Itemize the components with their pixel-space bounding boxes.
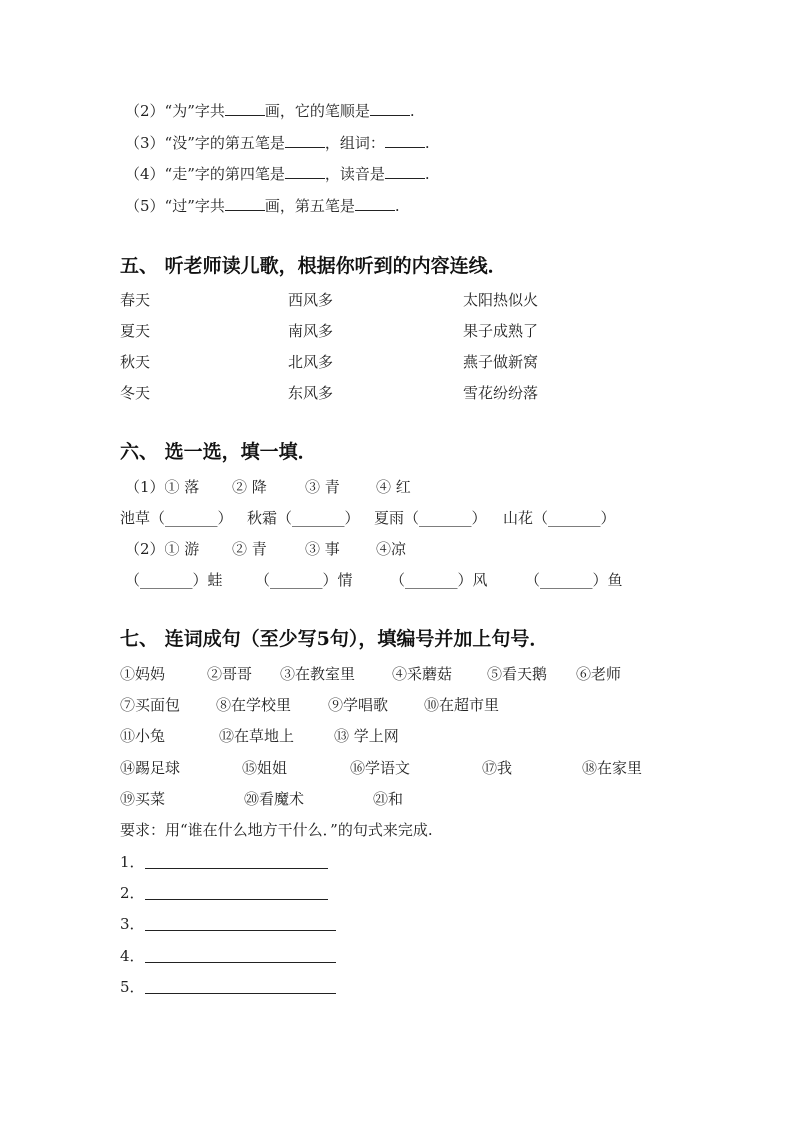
answer-line[interactable] <box>145 898 328 900</box>
season-item[interactable]: 秋天 <box>120 353 151 371</box>
fill-item[interactable]: 秋霜（_______） <box>247 509 360 527</box>
section-7-title: 七、 连词成句（至少写5句），填编号并加上句号． <box>120 628 549 650</box>
word-item: ⑥老师 <box>576 665 622 683</box>
word-item: ⑨学唱歌 <box>328 696 389 714</box>
option-item: ② 青 <box>232 540 267 558</box>
question-text: ，读音是 <box>324 165 385 183</box>
scene-item[interactable]: 燕子做新窝 <box>463 353 539 371</box>
fill-item[interactable]: 山花（_______） <box>503 509 616 527</box>
word-item: ㉑和 <box>373 790 404 808</box>
option-item: ④ 红 <box>376 478 411 496</box>
scene-item[interactable]: 雪花纷纷落 <box>463 384 539 402</box>
question-text: . <box>424 165 430 183</box>
word-item: ⑳看魔术 <box>244 790 305 808</box>
option-item: ③ 青 <box>305 478 340 496</box>
word-item: ④采蘑菇 <box>392 665 453 683</box>
word-item: ⑧在学校里 <box>216 696 292 714</box>
scene-item[interactable]: 太阳热似火 <box>463 291 539 309</box>
question-4-2 <box>125 101 415 121</box>
section-6-title: 六、 选一选，填一填． <box>120 441 317 463</box>
word-item: ⑯学语文 <box>350 759 411 777</box>
fill-item[interactable]: 夏雨（_______） <box>374 509 487 527</box>
scene-item[interactable]: 果子成熟了 <box>463 322 539 340</box>
option-item: ② 降 <box>232 478 267 496</box>
word-item: ③在教室里 <box>280 665 356 683</box>
season-item[interactable]: 春天 <box>120 291 151 309</box>
answer-number: 2． <box>120 884 145 902</box>
question-text: . <box>409 102 415 120</box>
question-text: （4）“走”字的第四笔是 <box>125 165 285 183</box>
fill-item[interactable]: （_______）蛙 <box>125 571 223 589</box>
fill-item[interactable]: （_______）情 <box>255 571 353 589</box>
requirement-text: 要求：用“谁在什么地方干什么．”的句式来完成. <box>120 821 433 839</box>
season-item[interactable]: 夏天 <box>120 322 151 340</box>
answer-number: 5． <box>120 978 145 996</box>
word-item: ⑲买菜 <box>120 790 166 808</box>
word-item: ⑩在超市里 <box>424 696 500 714</box>
option-item: ③ 事 <box>305 540 340 558</box>
answer-number: 3． <box>120 915 145 933</box>
answer-blank[interactable] <box>355 196 395 211</box>
fill-item[interactable]: 池草（_______） <box>120 509 233 527</box>
question-text: ，组词： <box>324 134 385 152</box>
word-item: ⑫在草地上 <box>219 727 295 745</box>
wind-item[interactable]: 北风多 <box>288 353 334 371</box>
wind-item[interactable]: 南风多 <box>288 322 334 340</box>
answer-line[interactable] <box>145 867 328 869</box>
answer-blank[interactable] <box>285 133 325 148</box>
answer-blank[interactable] <box>370 101 410 116</box>
word-item: ⑱在家里 <box>582 759 643 777</box>
question-4-4 <box>125 164 430 184</box>
word-item: ⑭踢足球 <box>120 759 181 777</box>
wind-item[interactable]: 东风多 <box>288 384 334 402</box>
question-4-3 <box>125 133 430 153</box>
word-item: ②哥哥 <box>207 665 253 683</box>
answer-line[interactable] <box>145 961 336 963</box>
answer-blank[interactable] <box>225 101 265 116</box>
word-item: ⑦买面包 <box>120 696 181 714</box>
answer-blank[interactable] <box>285 164 325 179</box>
question-text: . <box>424 134 430 152</box>
word-item: ⑮姐姐 <box>242 759 288 777</box>
answer-line[interactable] <box>145 929 336 931</box>
question-text: . <box>394 197 400 215</box>
question-text: （3）“没”字的第五笔是 <box>125 134 285 152</box>
word-item: ⑬ 学上网 <box>334 727 399 745</box>
word-item: ⑪小兔 <box>120 727 166 745</box>
word-item: ⑰我 <box>482 759 513 777</box>
answer-number: 1． <box>120 853 145 871</box>
question-text: （2）“为”字共 <box>125 102 225 120</box>
answer-blank[interactable] <box>385 133 425 148</box>
option-item: （2）① 游 <box>125 540 200 558</box>
word-item: ⑤看天鹅 <box>487 665 548 683</box>
question-text: （5）“过”字共 <box>125 197 225 215</box>
question-4-5 <box>125 196 400 216</box>
fill-item[interactable]: （_______）鱼 <box>525 571 623 589</box>
option-item: ④凉 <box>376 540 407 558</box>
answer-number: 4． <box>120 947 145 965</box>
wind-item[interactable]: 西风多 <box>288 291 334 309</box>
word-item: ①妈妈 <box>120 665 166 683</box>
answer-blank[interactable] <box>225 196 265 211</box>
answer-line[interactable] <box>145 992 336 994</box>
question-text: 画，第五笔是 <box>264 197 355 215</box>
season-item[interactable]: 冬天 <box>120 384 151 402</box>
fill-item[interactable]: （_______）风 <box>390 571 488 589</box>
answer-blank[interactable] <box>385 164 425 179</box>
option-item: （1）① 落 <box>125 478 200 496</box>
section-5-title: 五、 听老师读儿歌，根据你听到的内容连线． <box>120 255 507 277</box>
question-text: 画，它的笔顺是 <box>264 102 370 120</box>
